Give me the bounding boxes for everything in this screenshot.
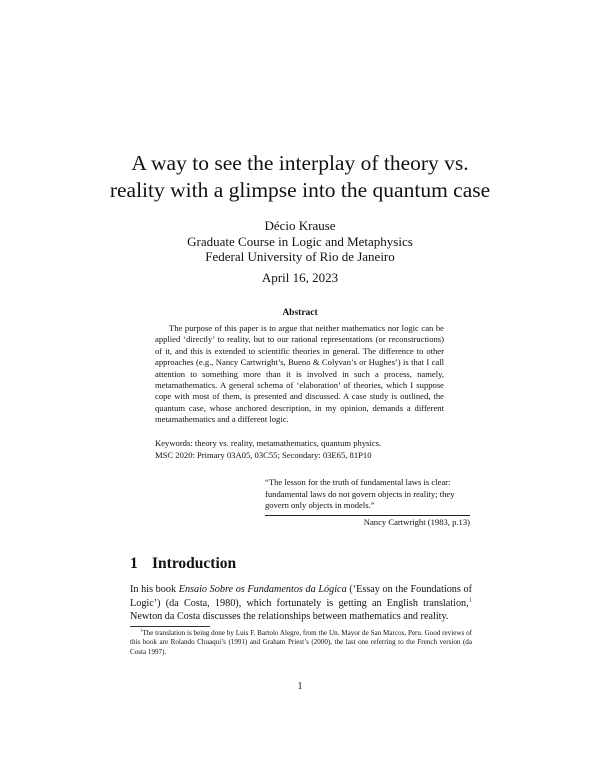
intro-text-part3: Newton da Costa discusses the relationships between mathematics and reality. [130,611,449,623]
book-title: Ensaio Sobre os Fundamentos da Lógica [178,584,347,595]
abstract-text: The purpose of this paper is to argue that neither mathematics nor logic can be applied ‘directly’ to reality, but to our rational representations (or reconstructions) of it, and this is extended to scientific theories in general. The difference to other approaches (e.g., Nancy Cartwright’s, Bueno & Colyvan’s or Hughes’) is that I call attention to something more than it is involved in such a process, namely, metamathematics. A general schema of ‘elaboration’ of theories, which I suppose cope with most of them, is presented and discussed. A case study is outlined, the quantum case, whose anchored description, in my opinion, demands a different metamathematics and a different logic. [155,323,444,425]
intro-text-part1: In his book [130,584,179,595]
affiliation-line-1: Graduate Course in Logic and Metaphysics [187,234,413,249]
paper-title [60,150,540,204]
section-title: Introduction [152,555,237,572]
title-line-2: reality with a glimpse into the quantum case [109,178,491,202]
msc-classification: MSC 2020: Primary 03A05, 03C55; Secondary: 03E65, 81P10 [155,450,372,460]
affiliation-line-2: Federal University of Rio de Janeiro [205,249,395,264]
section-number: 1 [130,555,138,572]
footnote-mark: 1 [140,627,143,633]
footnote [130,629,472,657]
epigraph-attribution: Nancy Cartwright (1983, p.13) [363,517,470,527]
author-name: Décio Krause [264,218,336,233]
paper-date: April 16, 2023 [261,270,339,285]
intro-paragraph [130,583,472,624]
intro-text-part2: (‘Essay on the Foundations of Logic’) (da Costa, 1980), which fortunately is getting an English translation, [130,584,472,609]
abstract-body [155,323,444,426]
footnote-link[interactable]: 1 [468,596,472,604]
title-line-1: A way to see the interplay of theory vs. [131,151,469,175]
keywords: Keywords: theory vs. reality, metamathematics, quantum physics. [155,438,382,448]
page-number: 1 [297,681,303,692]
footnote-text: The translation is being done by Luis F. Bartolo Alegre, from the Un. Mayor de San Marcos, Peru. Good reviews of this book are Rolando Chuaqui’s (1991) and Graham Priest’s (2000), the last one referring to the French version (da Costa 1997). [130,629,472,656]
section-heading [130,555,236,573]
epigraph-rule [265,515,470,516]
abstract-heading: Abstract [282,308,318,318]
epigraph-quote: “The lesson for the truth of fundamental laws is clear: fundamental laws do not govern objects in reality; they govern only objects in models.” [265,477,455,510]
